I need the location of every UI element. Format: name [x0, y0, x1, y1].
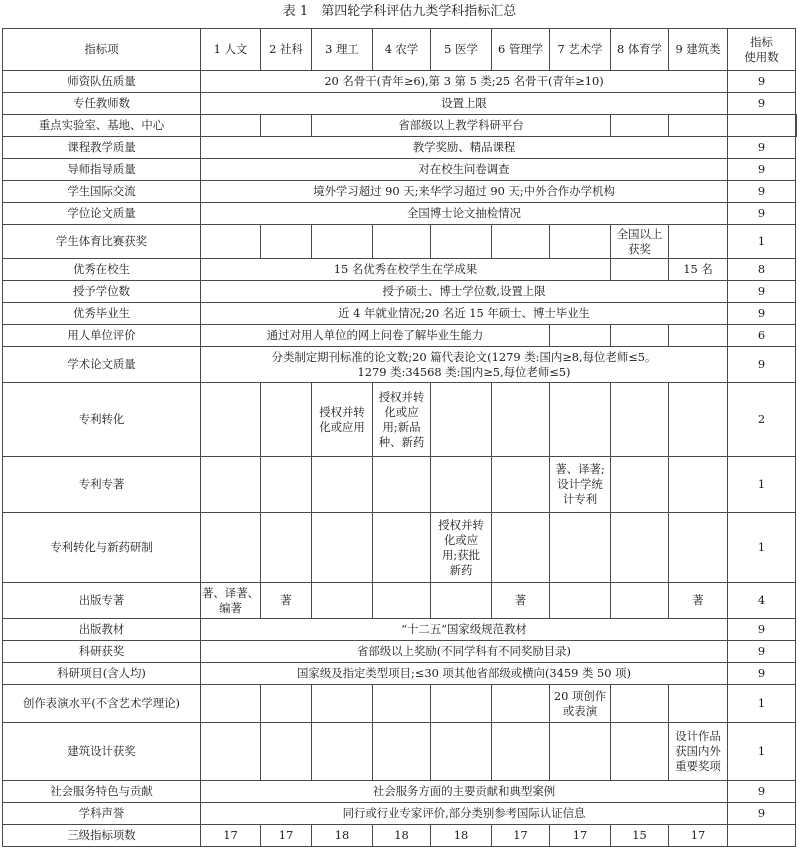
category-cell: 全国以上 获奖 [611, 225, 669, 259]
row-count: 1 [728, 225, 796, 259]
empty-cell [611, 583, 669, 619]
empty-cell [669, 513, 728, 583]
empty-cell [669, 457, 728, 513]
footer-count: 18 [431, 825, 492, 847]
table-row [3, 781, 797, 803]
row-name: 社会服务特色与贡献 [3, 781, 201, 803]
row-name: 建筑设计获奖 [3, 723, 201, 781]
empty-cell [312, 583, 373, 619]
table-row [3, 583, 797, 619]
row-name: 授予学位数 [3, 281, 201, 303]
row-count: 9 [728, 303, 796, 325]
row-name: 创作表演水平(不含艺术学理论) [3, 685, 201, 723]
empty-cell [550, 225, 611, 259]
footer-count: 17 [669, 825, 728, 847]
category-cell: 授权并转 化或应用 [312, 383, 373, 457]
header-category: 8 体育学 [611, 29, 669, 71]
row-merged-text: 15 名优秀在校学生在学成果 [201, 259, 611, 281]
row-name: 出版教材 [3, 619, 201, 641]
header-usage-count: 指标 使用数 [728, 29, 796, 71]
empty-cell [550, 513, 611, 583]
table-caption: 表 1 第四轮学科评估九类学科指标汇总 [282, 4, 517, 19]
table-row [3, 347, 797, 383]
header-category: 1 人文 [201, 29, 261, 71]
empty-cell [312, 723, 373, 781]
row-name: 科研项目(含人均) [3, 663, 201, 685]
row-name: 出版专著 [3, 583, 201, 619]
row-name: 专任教师数 [3, 93, 201, 115]
indicator-table [2, 28, 797, 847]
row-count: 1 [728, 513, 796, 583]
row-count [796, 115, 797, 137]
row-merged-text: 同行或行业专家评价,部分类别参考国际认证信息 [201, 803, 728, 825]
table-row [3, 723, 797, 781]
empty-cell [669, 225, 728, 259]
empty-cell [261, 225, 312, 259]
empty-cell [261, 457, 312, 513]
table-row [3, 619, 797, 641]
empty-cell [492, 457, 550, 513]
row-name: 优秀毕业生 [3, 303, 201, 325]
row-name: 课程教学质量 [3, 137, 201, 159]
empty-cell [373, 583, 431, 619]
row-merged-text: 社会服务方面的主要贡献和典型案例 [201, 781, 728, 803]
header-category: 3 理工 [312, 29, 373, 71]
footer-count: 17 [201, 825, 261, 847]
empty-cell [201, 225, 261, 259]
empty-cell [611, 685, 669, 723]
header-category: 6 管理学 [492, 29, 550, 71]
empty-cell [492, 225, 550, 259]
empty-cell [611, 513, 669, 583]
table-row [3, 663, 797, 685]
empty-cell [611, 457, 669, 513]
row-name: 专利转化与新药研制 [3, 513, 201, 583]
empty-cell [550, 325, 611, 347]
row-merged-text: 对在校生问卷调查 [201, 159, 728, 181]
row-count: 2 [728, 383, 796, 457]
empty-cell [201, 723, 261, 781]
row-merged-text: 通过对用人单位的网上问卷了解毕业生能力 [201, 325, 550, 347]
row-name: 专利专著 [3, 457, 201, 513]
row-count: 4 [728, 583, 796, 619]
row-count: 9 [728, 663, 796, 685]
empty-cell [201, 383, 261, 457]
empty-cell [550, 583, 611, 619]
row-name: 学科声誉 [3, 803, 201, 825]
category-cell: 授权并转 化或应 用;获批 新药 [431, 513, 492, 583]
empty-cell [611, 115, 669, 137]
empty-cell [669, 383, 728, 457]
empty-cell [669, 685, 728, 723]
header-row [3, 29, 797, 71]
empty-cell [550, 383, 611, 457]
empty-cell [492, 685, 550, 723]
row-merged-text: 教学奖励、精品课程 [201, 137, 728, 159]
footer-count: 17 [492, 825, 550, 847]
table-row [3, 259, 797, 281]
row-count: 9 [728, 347, 796, 383]
empty-cell [312, 457, 373, 513]
empty-cell [611, 259, 669, 281]
row-name: 师资队伍质量 [3, 71, 201, 93]
header-indicator: 指标项 [3, 29, 201, 71]
table-row [3, 281, 797, 303]
row-name: 学位论文质量 [3, 203, 201, 225]
empty-cell [373, 225, 431, 259]
table-row [3, 225, 797, 259]
category-cell: 著 [669, 583, 728, 619]
empty-cell [669, 325, 728, 347]
footer-count: 17 [261, 825, 312, 847]
table-row [3, 803, 797, 825]
row-count: 9 [728, 803, 796, 825]
row-count: 9 [728, 619, 796, 641]
table-row [3, 137, 797, 159]
row-count: 9 [728, 641, 796, 663]
empty-cell [373, 723, 431, 781]
empty-cell [201, 115, 261, 137]
empty-cell [611, 383, 669, 457]
empty-cell [550, 723, 611, 781]
footer-count: 18 [373, 825, 431, 847]
empty-cell [431, 583, 492, 619]
category-cell: 著、译著、 编著 [201, 583, 261, 619]
row-count: 9 [728, 281, 796, 303]
table-row [3, 685, 797, 723]
row-count: 6 [728, 325, 796, 347]
table-row [3, 383, 797, 457]
header-category: 5 医学 [431, 29, 492, 71]
empty-cell [431, 383, 492, 457]
empty-cell [669, 115, 728, 137]
row-count: 9 [728, 93, 796, 115]
empty-cell [373, 457, 431, 513]
row-merged-text: 20 名骨干(青年≥6),第 3 第 5 类;25 名骨干(青年≥10) [201, 71, 728, 93]
empty-cell [492, 513, 550, 583]
empty-cell [431, 685, 492, 723]
row-count: 1 [728, 685, 796, 723]
row-count: 1 [728, 723, 796, 781]
empty-cell [492, 723, 550, 781]
row-count: 9 [728, 181, 796, 203]
table-row [3, 71, 797, 93]
empty-cell [201, 685, 261, 723]
row-merged-text: 分类制定期刊标准的论文数;20 篇代表论文(1279 类:国内≥8,每位老师≤5。 1279 类:34568 类:国内≥5,每位老师≤5) [201, 347, 728, 383]
row-count: 9 [728, 71, 796, 93]
footer-count: 18 [312, 825, 373, 847]
row-name: 用人单位评价 [3, 325, 201, 347]
header-category: 2 社科 [261, 29, 312, 71]
row-name: 科研获奖 [3, 641, 201, 663]
category-cell: 著 [261, 583, 312, 619]
category-cell: 20 项创作 或表演 [550, 685, 611, 723]
row-name: 专利转化 [3, 383, 201, 457]
empty-cell [431, 723, 492, 781]
row-merged-text: 全国博士论文抽检情况 [201, 203, 728, 225]
category-cell: 15 名 [669, 259, 728, 281]
row-name: 优秀在校生 [3, 259, 201, 281]
row-merged-text: 授予硕士、博士学位数,设置上限 [201, 281, 728, 303]
row-merged-text: 近 4 年就业情况;20 名近 15 年硕士、博士毕业生 [201, 303, 728, 325]
category-cell: 著、译著; 设计学统 计专利 [550, 457, 611, 513]
table-row [3, 457, 797, 513]
row-name: 导师指导质量 [3, 159, 201, 181]
table-row [3, 203, 797, 225]
empty-cell [201, 457, 261, 513]
row-count: 9 [728, 781, 796, 803]
category-cell: 授权并转 化或应 用;新品 种、新药 [373, 383, 431, 457]
footer-label: 三级指标项数 [3, 825, 201, 847]
empty-cell [261, 115, 312, 137]
footer-count: 17 [550, 825, 611, 847]
empty-cell [611, 723, 669, 781]
table-row [3, 115, 797, 137]
header-category: 4 农学 [373, 29, 431, 71]
empty-cell [261, 685, 312, 723]
empty-cell [312, 513, 373, 583]
empty-cell [261, 723, 312, 781]
row-merged-text: “十二五”国家级规范教材 [201, 619, 728, 641]
footer-count: 15 [611, 825, 669, 847]
header-category: 9 建筑类 [669, 29, 728, 71]
row-name: 学生体育比赛获奖 [3, 225, 201, 259]
row-merged-text: 设置上限 [201, 93, 728, 115]
row-count: 9 [728, 137, 796, 159]
table-row [3, 325, 797, 347]
row-merged-text: 国家级及指定类型项目;≤30 项其他省部级或横向(3459 类 50 项) [201, 663, 728, 685]
empty-cell [431, 225, 492, 259]
category-cell: 著 [492, 583, 550, 619]
empty-cell [261, 383, 312, 457]
table-row [3, 513, 797, 583]
empty-cell [373, 685, 431, 723]
row-count: 8 [728, 259, 796, 281]
footer-row [3, 825, 797, 847]
empty-cell [312, 685, 373, 723]
empty-cell [431, 457, 492, 513]
row-merged-text: 省部级以上奖励(不同学科有不同奖励目录) [201, 641, 728, 663]
row-count: 1 [728, 457, 796, 513]
empty-cell [611, 325, 669, 347]
header-category: 7 艺术学 [550, 29, 611, 71]
table-row [3, 641, 797, 663]
empty-cell [728, 115, 796, 137]
table-row [3, 303, 797, 325]
empty-cell [728, 825, 796, 847]
empty-cell [261, 513, 312, 583]
row-name: 学生国际交流 [3, 181, 201, 203]
category-cell: 设计作品 获国内外 重要奖项 [669, 723, 728, 781]
table-row [3, 159, 797, 181]
empty-cell [312, 225, 373, 259]
empty-cell [373, 513, 431, 583]
row-name: 学术论文质量 [3, 347, 201, 383]
row-merged-text: 省部级以上教学科研平台 [312, 115, 611, 137]
row-count: 9 [728, 203, 796, 225]
table-row [3, 181, 797, 203]
empty-cell [201, 513, 261, 583]
empty-cell [492, 383, 550, 457]
row-name: 重点实验室、基地、中心 [3, 115, 201, 137]
row-merged-text: 境外学习超过 90 天;来华学习超过 90 天;中外合作办学机构 [201, 181, 728, 203]
row-count: 9 [728, 159, 796, 181]
table-row [3, 93, 797, 115]
